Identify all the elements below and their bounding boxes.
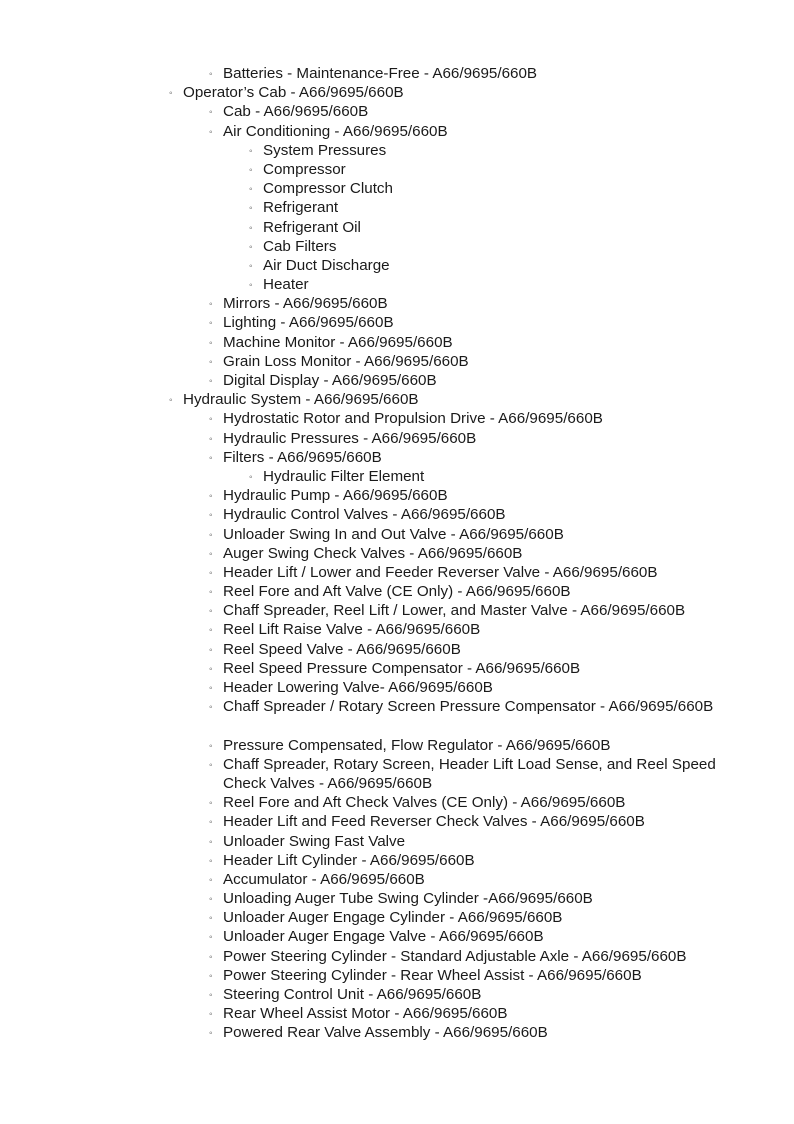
hollow-bullet-icon: ◦ bbox=[209, 970, 213, 982]
outline-item-level-2[interactable] bbox=[0, 927, 794, 946]
outline-item-label: Compressor Clutch bbox=[263, 180, 393, 198]
outline-item-level-2[interactable] bbox=[0, 870, 794, 889]
hollow-bullet-icon: ◦ bbox=[209, 625, 213, 637]
outline-item-label: Digital Display - A66/9695/660B bbox=[223, 372, 437, 389]
outline-item-label: Mirrors - A66/9695/660B bbox=[223, 295, 388, 313]
outline-item-label: Unloader Auger Engage Cylinder - A66/9695/660B bbox=[223, 909, 563, 927]
hollow-bullet-icon: ◦ bbox=[209, 433, 213, 445]
outline-item-level-3[interactable] bbox=[0, 467, 794, 486]
hollow-bullet-icon: ◦ bbox=[209, 452, 213, 464]
outline-item-level-2[interactable] bbox=[0, 122, 794, 141]
hollow-bullet-icon: ◦ bbox=[209, 1028, 213, 1040]
outline-item-label: Reel Fore and Aft Check Valves (CE Only) - A66/9695/660B bbox=[223, 794, 626, 812]
hollow-bullet-icon: ◦ bbox=[209, 836, 213, 848]
outline-item-label: Unloader Swing In and Out Valve - A66/9695/660B bbox=[223, 525, 564, 543]
outline-item-level-3[interactable] bbox=[0, 218, 794, 237]
hollow-bullet-icon: ◦ bbox=[209, 683, 213, 694]
hollow-bullet-icon: ◦ bbox=[209, 759, 213, 771]
outline-item-level-2[interactable] bbox=[0, 1023, 794, 1042]
hollow-bullet-icon: ◦ bbox=[209, 644, 213, 656]
hollow-bullet-icon: ◦ bbox=[209, 491, 213, 503]
hollow-bullet-icon: ◦ bbox=[209, 376, 213, 387]
outline-item-label: Refrigerant Oil bbox=[263, 218, 361, 236]
outline-item-label: Header Lowering Valve- A66/9695/660B bbox=[223, 679, 493, 696]
hollow-bullet-icon: ◦ bbox=[249, 471, 253, 483]
outline-item-label: Header Lift and Feed Reverser Check Valves - A66/9695/660B bbox=[223, 813, 645, 831]
outline-item-label: Batteries - Maintenance-Free - A66/9695/660B bbox=[223, 65, 538, 82]
hollow-bullet-icon: ◦ bbox=[209, 299, 213, 311]
hollow-bullet-icon: ◦ bbox=[209, 356, 213, 368]
outline-item-label: Unloader Swing Fast Valve bbox=[223, 832, 406, 850]
hollow-bullet-icon: ◦ bbox=[209, 548, 213, 560]
outline-item-level-2[interactable] bbox=[0, 429, 794, 448]
outline-item-label: Reel Speed Valve - A66/9695/660B bbox=[223, 640, 461, 658]
hollow-bullet-icon: ◦ bbox=[249, 241, 253, 253]
outline-item-level-1[interactable] bbox=[0, 390, 794, 409]
outline-item-label: Power Steering Cylinder - Standard Adjustable Axle - A66/9695/660B bbox=[223, 947, 687, 965]
outline-item-level-2[interactable] bbox=[0, 947, 794, 966]
outline-item-level-2[interactable] bbox=[0, 601, 794, 620]
outline-item-level-3[interactable] bbox=[0, 160, 794, 179]
hollow-bullet-icon: ◦ bbox=[209, 951, 213, 963]
outline-item-label: Chaff Spreader / Rotary Screen Pressure Compensator - A66/9695/660B bbox=[223, 698, 714, 716]
outline-item-level-2[interactable] bbox=[0, 448, 794, 467]
outline-item-level-2[interactable] bbox=[0, 659, 794, 678]
outline-item-label: Filters - A66/9695/660B bbox=[223, 448, 382, 466]
hollow-bullet-icon: ◦ bbox=[209, 855, 213, 867]
hollow-bullet-icon: ◦ bbox=[209, 126, 213, 138]
hollow-bullet-icon: ◦ bbox=[249, 260, 253, 272]
outline-item-label: Reel Fore and Aft Valve (CE Only) - A66/9695/660B bbox=[223, 583, 571, 601]
outline-item-label: Machine Monitor - A66/9695/660B bbox=[223, 333, 453, 351]
hollow-bullet-icon: ◦ bbox=[209, 529, 213, 541]
hollow-bullet-icon: ◦ bbox=[209, 587, 213, 599]
outline-item-level-2[interactable] bbox=[0, 908, 794, 927]
outline-item-level-3[interactable] bbox=[0, 275, 794, 294]
outline-item-level-2[interactable] bbox=[0, 678, 794, 697]
outline-item-level-2[interactable] bbox=[0, 582, 794, 601]
hollow-bullet-icon: ◦ bbox=[209, 510, 213, 522]
outline-item-level-3[interactable] bbox=[0, 141, 794, 160]
outline-item-label: Lighting - A66/9695/660B bbox=[223, 314, 394, 332]
outline-item-label: Cab - A66/9695/660B bbox=[223, 103, 369, 121]
outline-item-label: Compressor bbox=[263, 160, 346, 178]
outline-item-label: Power Steering Cylinder - Rear Wheel Assist - A66/9695/660B bbox=[223, 966, 642, 984]
hollow-bullet-icon: ◦ bbox=[209, 798, 213, 810]
hollow-bullet-icon: ◦ bbox=[209, 567, 213, 579]
outline-item-label: Hydraulic Filter Element bbox=[263, 467, 425, 485]
outline-item-level-3[interactable] bbox=[0, 198, 794, 217]
outline-item-label: Hydrostatic Rotor and Propulsion Drive - A66/9695/660B bbox=[223, 410, 603, 428]
outline-item-level-2[interactable] bbox=[0, 294, 794, 313]
hollow-bullet-icon: ◦ bbox=[169, 88, 173, 100]
outline-item-level-2[interactable] bbox=[0, 985, 794, 1004]
hollow-bullet-icon: ◦ bbox=[209, 740, 213, 752]
outline-item-level-2[interactable] bbox=[0, 563, 794, 582]
outline-item-label: Unloader Auger Engage Valve - A66/9695/660B bbox=[223, 928, 544, 946]
outline-item-label: Operator’s Cab - A66/9695/660B bbox=[183, 84, 404, 102]
outline-item-label: Refrigerant bbox=[263, 199, 339, 217]
outline-item-label: Reel Lift Raise Valve - A66/9695/660B bbox=[223, 621, 481, 639]
outline-item-level-2[interactable] bbox=[0, 64, 794, 83]
outline-item-label: Heater bbox=[263, 276, 309, 294]
hollow-bullet-icon: ◦ bbox=[249, 145, 253, 157]
outline-item-level-1[interactable] bbox=[0, 83, 794, 102]
hollow-bullet-icon: ◦ bbox=[209, 702, 213, 714]
hollow-bullet-icon: ◦ bbox=[209, 318, 213, 330]
outline-item-level-2[interactable] bbox=[0, 371, 794, 390]
outline-item-label: Reel Speed Pressure Compensator - A66/9695/660B bbox=[223, 659, 581, 677]
outline-item-level-2[interactable] bbox=[0, 544, 794, 563]
outline-item-label: Hydraulic Pressures - A66/9695/660B bbox=[223, 429, 477, 447]
outline-item-level-2[interactable] bbox=[0, 697, 794, 735]
hollow-bullet-icon: ◦ bbox=[209, 663, 213, 675]
hollow-bullet-icon: ◦ bbox=[209, 414, 213, 426]
hollow-bullet-icon: ◦ bbox=[209, 932, 213, 944]
outline-item-label: Air Duct Discharge bbox=[263, 256, 390, 274]
outline-item-label: Header Lift Cylinder - A66/9695/660B bbox=[223, 851, 475, 869]
outline-item-level-3[interactable] bbox=[0, 179, 794, 198]
hollow-bullet-icon: ◦ bbox=[249, 164, 253, 176]
outline-item-label: Hydraulic Control Valves - A66/9695/660B bbox=[223, 506, 506, 524]
outline-item-level-2[interactable] bbox=[0, 525, 794, 544]
outline-item-level-3[interactable] bbox=[0, 256, 794, 275]
outline-item-level-2[interactable] bbox=[0, 409, 794, 428]
outline-item-level-2[interactable] bbox=[0, 832, 794, 851]
hollow-bullet-icon: ◦ bbox=[209, 874, 213, 886]
hollow-bullet-icon: ◦ bbox=[209, 1009, 213, 1021]
hollow-bullet-icon: ◦ bbox=[209, 990, 213, 1002]
outline-item-label: Powered Rear Valve Assembly - A66/9695/660B bbox=[223, 1024, 548, 1042]
outline-item-label: Chaff Spreader, Rotary Screen, Header Lift Load Sense, and Reel Speed Check Valves - A66/9695/660B bbox=[223, 755, 716, 792]
outline-item-level-2[interactable] bbox=[0, 1004, 794, 1023]
outline-item-level-2[interactable] bbox=[0, 966, 794, 985]
outline-item-level-2[interactable] bbox=[0, 793, 794, 812]
hollow-bullet-icon: ◦ bbox=[249, 280, 253, 292]
outline-item-level-2[interactable] bbox=[0, 812, 794, 831]
outline-item-level-2[interactable] bbox=[0, 102, 794, 121]
outline-item-level-2[interactable] bbox=[0, 640, 794, 659]
outline-item-label: System Pressures bbox=[263, 141, 387, 159]
hollow-bullet-icon: ◦ bbox=[209, 817, 213, 829]
hollow-bullet-icon: ◦ bbox=[209, 107, 213, 119]
outline-item-label: Cab Filters bbox=[263, 237, 337, 255]
outline-item-level-2[interactable] bbox=[0, 736, 794, 755]
outline-item-level-2[interactable] bbox=[0, 889, 794, 908]
outline-item-level-2[interactable] bbox=[0, 333, 794, 352]
outline-item-level-2[interactable] bbox=[0, 620, 794, 639]
outline-item-label: Grain Loss Monitor - A66/9695/660B bbox=[223, 352, 469, 370]
hollow-bullet-icon: ◦ bbox=[249, 222, 253, 234]
outline-item-level-3[interactable] bbox=[0, 237, 794, 256]
outline-item-level-2[interactable] bbox=[0, 313, 794, 332]
table-of-contents-outline bbox=[0, 64, 794, 1043]
outline-item-label: Air Conditioning - A66/9695/660B bbox=[223, 122, 448, 140]
hollow-bullet-icon: ◦ bbox=[209, 337, 213, 349]
hollow-bullet-icon: ◦ bbox=[209, 606, 213, 618]
hollow-bullet-icon: ◦ bbox=[249, 184, 253, 196]
outline-item-level-2[interactable] bbox=[0, 352, 794, 371]
outline-item-label: Rear Wheel Assist Motor - A66/9695/660B bbox=[223, 1005, 508, 1023]
outline-item-label: Steering Control Unit - A66/9695/660B bbox=[223, 986, 482, 1004]
outline-item-label: Auger Swing Check Valves - A66/9695/660B bbox=[223, 544, 523, 562]
outline-item-label: Header Lift / Lower and Feeder Reverser Valve - A66/9695/660B bbox=[223, 563, 658, 581]
outline-item-label: Hydraulic System - A66/9695/660B bbox=[183, 391, 419, 409]
outline-item-label: Accumulator - A66/9695/660B bbox=[223, 870, 425, 888]
hollow-bullet-icon: ◦ bbox=[209, 894, 213, 906]
hollow-bullet-icon: ◦ bbox=[169, 395, 173, 407]
outline-item-level-2[interactable] bbox=[0, 755, 794, 793]
outline-item-level-2[interactable] bbox=[0, 505, 794, 524]
hollow-bullet-icon: ◦ bbox=[209, 69, 213, 80]
hollow-bullet-icon: ◦ bbox=[209, 913, 213, 925]
outline-item-label: Pressure Compensated, Flow Regulator - A66/9695/660B bbox=[223, 736, 611, 754]
outline-item-label: Hydraulic Pump - A66/9695/660B bbox=[223, 487, 448, 505]
outline-item-level-2[interactable] bbox=[0, 486, 794, 505]
outline-item-label: Unloading Auger Tube Swing Cylinder -A66/9695/660B bbox=[223, 890, 593, 908]
outline-item-level-2[interactable] bbox=[0, 851, 794, 870]
outline-item-label: Chaff Spreader, Reel Lift / Lower, and Master Valve - A66/9695/660B bbox=[223, 602, 686, 620]
hollow-bullet-icon: ◦ bbox=[249, 203, 253, 215]
